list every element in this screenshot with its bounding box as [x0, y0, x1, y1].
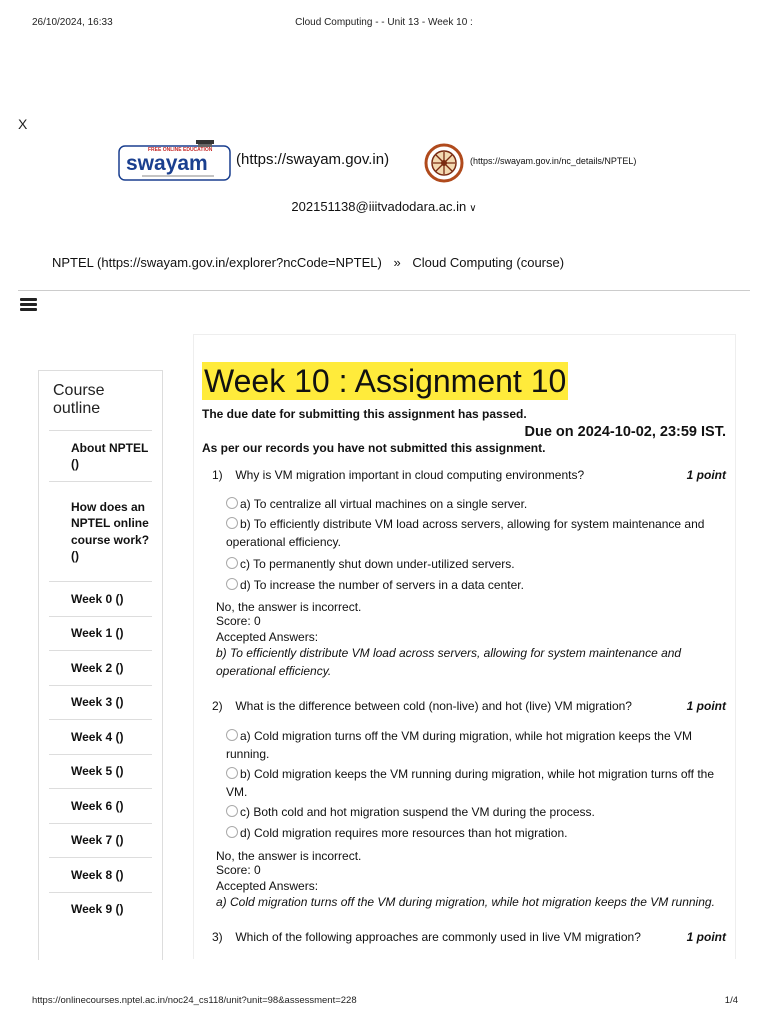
question-2-option-b[interactable]: b) Cold migration keeps the VM running during migration, while hot migration turns off the VM. — [226, 767, 715, 799]
due-date: Due on 2024-10-02, 23:59 IST. — [524, 424, 726, 440]
swayam-logo[interactable] — [118, 140, 232, 182]
radio-button[interactable] — [226, 557, 238, 569]
sidebar-item-week-6[interactable]: Week 6 () — [49, 788, 152, 823]
print-url: https://onlinecourses.nptel.ac.in/noc24_cs118/unit?unit=98&assessment=228 — [32, 995, 357, 1006]
feedback-text: No, the answer is incorrect. — [216, 849, 362, 863]
question-number: 3) — [212, 930, 223, 944]
svg-text:swayam: swayam — [126, 152, 208, 175]
radio-button[interactable] — [226, 767, 238, 779]
question-2-feedback — [216, 850, 726, 877]
swayam-link[interactable]: (https://swayam.gov.in) — [236, 151, 390, 168]
feedback-text: No, the answer is incorrect. — [216, 600, 362, 614]
logo-row — [118, 138, 658, 184]
question-1-header — [212, 468, 726, 482]
score-text: Score: 0 — [216, 613, 261, 628]
sidebar-item-how-course-works[interactable]: How does an NPTEL online course work? () — [49, 481, 152, 581]
sidebar-item-week-1[interactable]: Week 1 () — [49, 616, 152, 651]
breadcrumb-separator: » — [393, 255, 401, 270]
svg-text:FREE ONLINE EDUCATION: FREE ONLINE EDUCATION — [148, 147, 213, 153]
question-1-option-c[interactable]: c) To permanently shut down under-utilized servers. — [226, 556, 726, 574]
divider — [18, 290, 750, 291]
radio-button[interactable] — [226, 826, 238, 838]
question-2-accepted-label: Accepted Answers: — [216, 879, 319, 893]
question-text: Why is VM migration important in cloud computing environments? — [235, 468, 585, 482]
radio-button[interactable] — [226, 517, 238, 529]
print-footer — [32, 995, 738, 1006]
question-3-header — [212, 930, 726, 944]
question-1-option-a[interactable]: a) To centralize all virtual machines on a single server. — [226, 496, 726, 514]
question-text: Which of the following approaches are commonly used in live VM migration? — [235, 930, 641, 944]
sidebar-item-week-0[interactable]: Week 0 () — [49, 581, 152, 616]
score-text: Score: 0 — [216, 862, 261, 877]
close-button[interactable]: X — [18, 116, 28, 132]
print-title: Cloud Computing - - Unit 13 - Week 10 : — [295, 17, 473, 28]
print-datetime: 26/10/2024, 16:33 — [32, 17, 113, 28]
question-points: 1 point — [686, 930, 726, 944]
question-2-accepted-answer: a) Cold migration turns off the VM during migration, while hot migration keeps the VM running. — [216, 895, 715, 909]
sidebar-item-week-9[interactable]: Week 9 () — [49, 892, 152, 927]
radio-button[interactable] — [226, 805, 238, 817]
question-points: 1 point — [686, 468, 726, 482]
sidebar-item-week-7[interactable]: Week 7 () — [49, 823, 152, 858]
question-1-option-d[interactable]: d) To increase the number of servers in a data center. — [226, 577, 726, 595]
breadcrumb-current[interactable]: Cloud Computing (course) — [412, 255, 565, 270]
sidebar-item-week-8[interactable]: Week 8 () — [49, 857, 152, 892]
question-2-header — [212, 699, 726, 713]
sidebar-item-week-3[interactable]: Week 3 () — [49, 685, 152, 720]
sidebar-item-about-nptel[interactable]: About NPTEL () — [49, 430, 152, 481]
nptel-link[interactable]: (https://swayam.gov.in/nc_details/NPTEL) — [470, 156, 637, 166]
question-1-feedback — [216, 601, 726, 628]
user-menu[interactable] — [0, 199, 768, 214]
radio-button[interactable] — [226, 497, 238, 509]
breadcrumb-root-link[interactable]: NPTEL (https://swayam.gov.in/explorer?ncCode=NPTEL) — [52, 255, 382, 270]
sidebar-item-week-5[interactable]: Week 5 () — [49, 754, 152, 789]
question-2-option-d[interactable]: d) Cold migration requires more resources than hot migration. — [226, 825, 726, 843]
question-2-option-c[interactable]: c) Both cold and hot migration suspend the VM during the process. — [226, 804, 726, 822]
nptel-logo[interactable] — [424, 143, 464, 183]
menu-icon[interactable] — [20, 298, 37, 312]
question-2-option-a[interactable]: a) Cold migration turns off the VM during migration, while hot migration keeps the VM running. — [226, 729, 692, 761]
course-outline-list — [49, 430, 152, 926]
radio-button[interactable] — [226, 729, 238, 741]
radio-button[interactable] — [226, 578, 238, 590]
chevron-down-icon: ∨ — [469, 203, 477, 214]
due-date-passed-notice: The due date for submitting this assignment has passed. — [202, 407, 527, 421]
question-number: 2) — [212, 699, 223, 713]
print-page-number: 1/4 — [724, 995, 738, 1006]
not-submitted-notice: As per our records you have not submitted this assignment. — [202, 441, 546, 455]
question-1-option-b[interactable]: b) To efficiently distribute VM load across servers, allowing for system maintenance and operational efficiency. — [226, 517, 705, 549]
user-email: 202151138@iiitvadodara.ac.in — [291, 199, 467, 214]
question-1-accepted-answer: b) To efficiently distribute VM load across servers, allowing for system maintenance and operational efficiency. — [216, 646, 682, 678]
assignment-title: Week 10 : Assignment 10 — [204, 363, 567, 399]
sidebar-item-week-2[interactable]: Week 2 () — [49, 650, 152, 685]
sidebar-item-week-4[interactable]: Week 4 () — [49, 719, 152, 754]
print-header — [32, 17, 736, 31]
breadcrumb — [52, 255, 564, 270]
question-points: 1 point — [686, 699, 726, 713]
question-1-accepted-label: Accepted Answers: — [216, 630, 319, 644]
question-number: 1) — [212, 468, 223, 482]
question-text: What is the difference between cold (non-live) and hot (live) VM migration? — [235, 699, 632, 713]
course-outline-sidebar — [38, 370, 163, 960]
course-outline-title: Course outline — [53, 382, 105, 417]
